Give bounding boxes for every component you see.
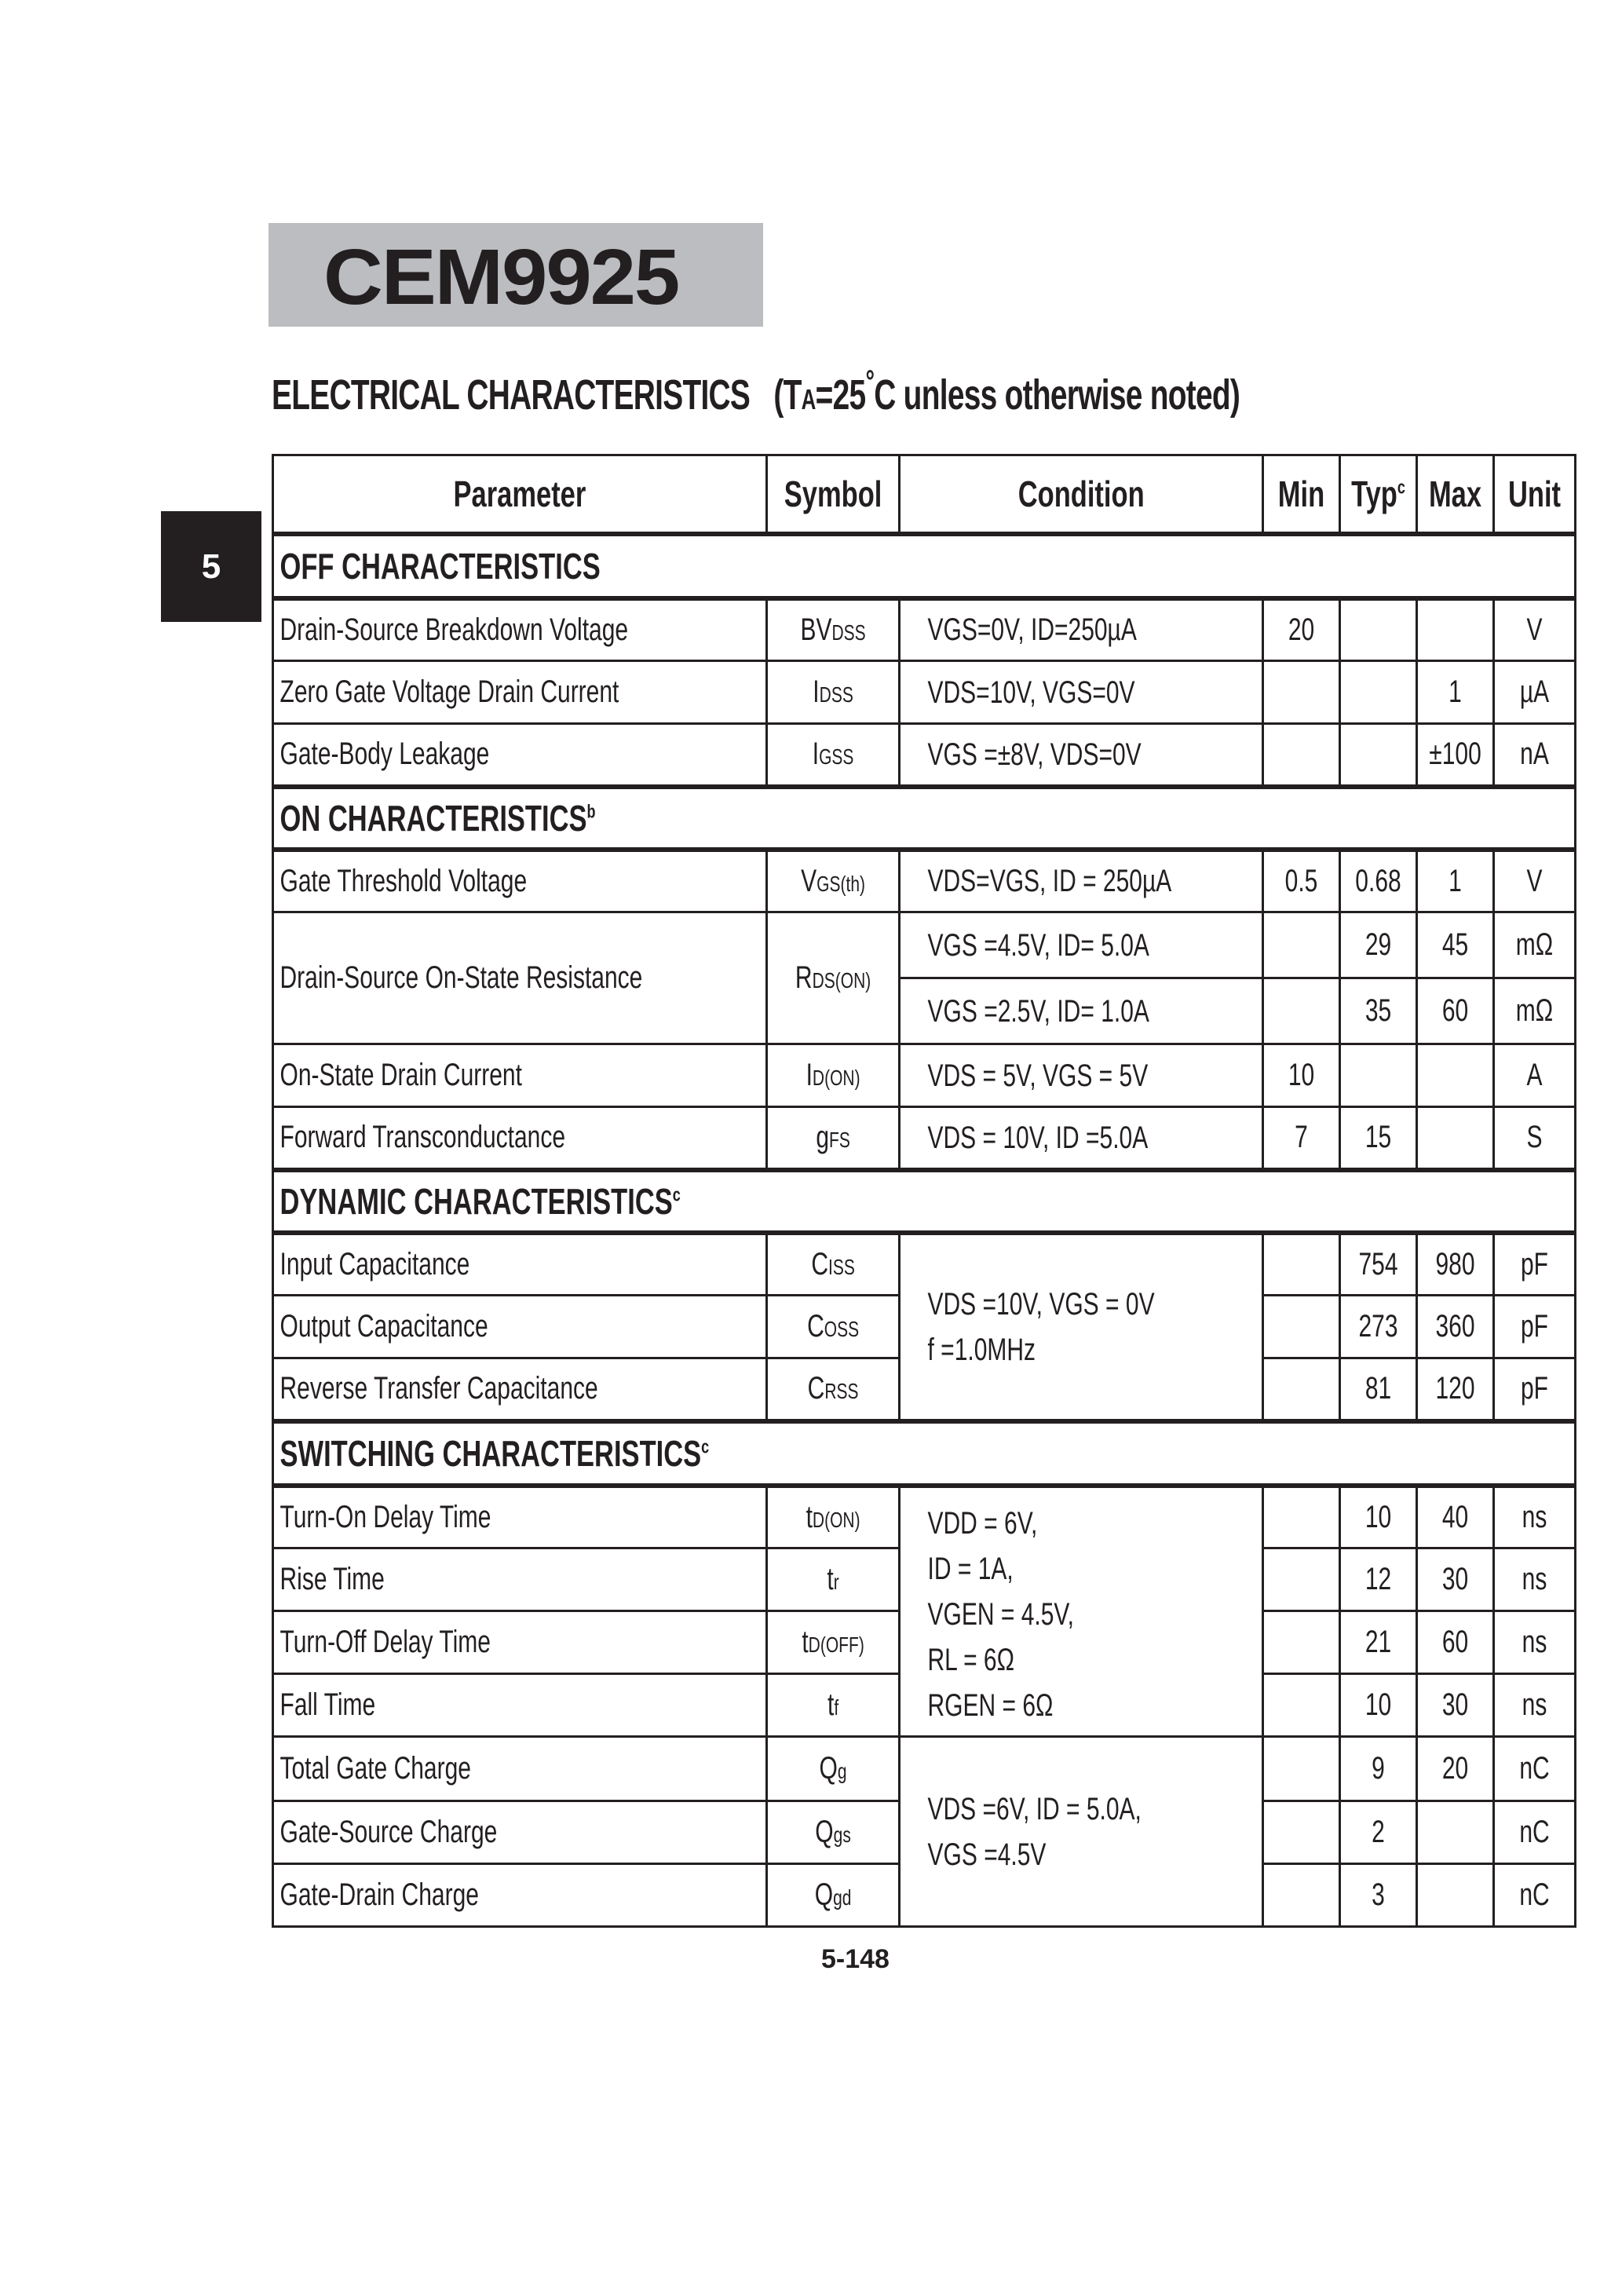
table-row: VGS =2.5V, ID= 1.0A 35 60 mΩ [273,978,1576,1044]
part-number-banner [269,223,763,327]
shared-condition-switching: VDD = 6V, ID = 1A, VGEN = 4.5V, RL = 6Ω RGEN = 6Ω [899,1486,1262,1737]
table-row: Drain-Source On-State Resistance RDS(ON) VGS =4.5V, ID= 5.0A 29 45 mΩ [273,912,1576,978]
condition-mid: =25 [815,371,866,419]
table-row: Forward Transconductance gFS VDS = 10V, ID =5.0A 7 15 S [273,1107,1576,1170]
page-number: 5-148 [821,1944,890,1974]
section-dynamic: DYNAMIC CHARACTERISTICS$^c$ [273,1170,1576,1233]
condition-prefix: (T [773,371,802,419]
table-row: Drain-Source Breakdown Voltage BVDSS VGS=0V, ID=250µA 20 V [273,598,1576,661]
condition-sub: A [801,383,816,415]
table-row: Gate Threshold Voltage VGS(th) VDS=VGS, ID = 250µA 0.5 0.68 1 V [273,850,1576,912]
electrical-characteristics-table [272,454,1576,1928]
part-number: CEM9925 [323,233,679,321]
col-header-condition: Condition [899,455,1262,534]
shared-condition-gate-charge: VDS =6V, ID = 5.0A, VGS =4.5V [899,1737,1262,1927]
table-row: Reverse Transfer Capacitance CRSS 81 120 pF [273,1358,1576,1421]
chapter-tab-label: 5 [201,547,221,586]
section-switching: SWITCHING CHARACTERISTICS$^c$ [273,1421,1576,1486]
section-on: ON CHARACTERISTICS$^b$ [273,787,1576,850]
section-heading [272,364,1240,419]
col-header-parameter: Parameter [273,455,767,534]
table-row: Gate-Source Charge Qgs 2 nC [273,1801,1576,1864]
col-header-unit: Unit [1494,455,1576,534]
col-header-typ: Typ$^c$ [1340,455,1417,534]
chapter-tab [161,511,261,622]
condition-suffix: C unless otherwise noted) [874,371,1240,419]
table-row: On-State Drain Current ID(ON) VDS = 5V, VGS = 5V 10 A [273,1044,1576,1107]
col-header-symbol: Symbol [766,455,899,534]
table-row: Output Capacitance COSS 273 360 pF [273,1296,1576,1358]
table-row: Fall Time tf 10 30 ns [273,1674,1576,1737]
table-row: Rise Time tr 12 30 ns [273,1548,1576,1611]
section-off [273,534,1576,598]
col-header-min: Min [1263,455,1340,534]
table-row: Gate-Drain Charge Qgd 3 nC [273,1864,1576,1927]
section-title: OFF CHARACTERISTICS [279,545,601,587]
section-title: ELECTRICAL CHARACTERISTICS [272,371,751,419]
table-row: Input Capacitance CISS VDS =10V, VGS = 0V f =1.0MHz 754 980 pF [273,1233,1576,1296]
shared-condition-dynamic: VDS =10V, VGS = 0V f =1.0MHz [899,1233,1262,1421]
table-row: Turn-Off Delay Time tD(OFF) 21 60 ns [273,1611,1576,1674]
col-header-max: Max [1417,455,1494,534]
table-header-row [273,455,1576,534]
table-row: Turn-On Delay Time tD(ON) VDD = 6V, ID = 1A, VGEN = 4.5V, RL = 6Ω RGEN = 6Ω 10 40 ns [273,1486,1576,1548]
table-row: Total Gate Charge Qg VDS =6V, ID = 5.0A, VGS =4.5V 9 20 nC [273,1737,1576,1801]
degree-symbol: ° [865,364,875,399]
table-row: Zero Gate Voltage Drain Current IDSS VDS=10V, VGS=0V 1 µA [273,661,1576,724]
table-row: Gate-Body Leakage IGSS VGS =±8V, VDS=0V ±100 nA [273,724,1576,787]
